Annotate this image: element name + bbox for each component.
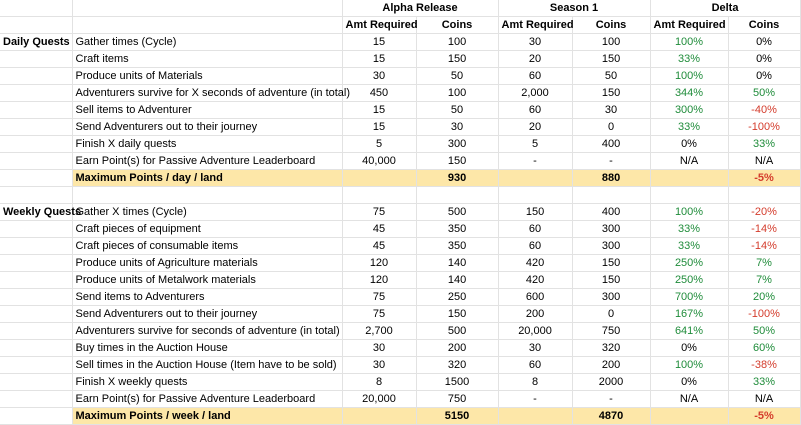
quest-name: Adventurers survive for seconds of adventure (in total): [72, 323, 342, 340]
delta-coins: -100%: [728, 119, 800, 136]
quest-name: Gather X times (Cycle): [72, 204, 342, 221]
delta-amt-required: 0%: [650, 136, 728, 153]
alpha-coins: 320: [416, 357, 498, 374]
quest-name: Gather times (Cycle): [72, 34, 342, 51]
alpha-amt-required: 15: [342, 51, 416, 68]
season-coins: -: [572, 391, 650, 408]
season-max-points: 4870: [572, 408, 650, 425]
table-row: [0, 323, 800, 340]
delta-coins: N/A: [728, 391, 800, 408]
table-row: [0, 306, 800, 323]
alpha-max-points: 5150: [416, 408, 498, 425]
season-amt-required: 60: [498, 357, 572, 374]
alpha-coins: 150: [416, 51, 498, 68]
section-title: Daily Quests: [0, 34, 72, 51]
alpha-amt-required: 20,000: [342, 391, 416, 408]
alpha-amt-required: 5: [342, 136, 416, 153]
delta-amt-required: 641%: [650, 323, 728, 340]
alpha-amt-required: 8: [342, 374, 416, 391]
season-amt-required: 30: [498, 340, 572, 357]
alpha-amt-required: 75: [342, 204, 416, 221]
table-row: [0, 238, 800, 255]
table-row: [0, 221, 800, 238]
alpha-amt-required: 15: [342, 119, 416, 136]
season-amt-required: 60: [498, 238, 572, 255]
season-amt-required: 60: [498, 68, 572, 85]
season-max-points: 880: [572, 170, 650, 187]
alpha-coins: 140: [416, 272, 498, 289]
max-points-label: Maximum Points / week / land: [72, 408, 342, 425]
season-amt-required: 20: [498, 51, 572, 68]
season-coins: 150: [572, 51, 650, 68]
alpha-coins: 500: [416, 323, 498, 340]
alpha-coins: 150: [416, 306, 498, 323]
season-coins: 300: [572, 238, 650, 255]
alpha-coins: 350: [416, 221, 498, 238]
table-row: [0, 374, 800, 391]
alpha-amt-required: 120: [342, 272, 416, 289]
alpha-coins: 50: [416, 68, 498, 85]
delta-coins: 60%: [728, 340, 800, 357]
quest-name: Send items to Adventurers: [72, 289, 342, 306]
delta-coins: 7%: [728, 255, 800, 272]
table-row: [0, 68, 800, 85]
alpha-amt-required: 15: [342, 102, 416, 119]
header-delta: Delta: [650, 0, 800, 17]
delta-coins: -14%: [728, 238, 800, 255]
quest-name: Craft pieces of consumable items: [72, 238, 342, 255]
table-row: [0, 204, 800, 221]
header-amt-required: Amt Required: [342, 17, 416, 34]
quest-name: Sell times in the Auction House (Item have to be sold): [72, 357, 342, 374]
table-row: [0, 136, 800, 153]
season-coins: 0: [572, 306, 650, 323]
season-coins: 200: [572, 357, 650, 374]
header-coins: Coins: [728, 17, 800, 34]
quest-name: Earn Point(s) for Passive Adventure Leaderboard: [72, 153, 342, 170]
season-coins: 750: [572, 323, 650, 340]
season-amt-required: 60: [498, 102, 572, 119]
quest-name: Produce units of Agriculture materials: [72, 255, 342, 272]
season-coins: 50: [572, 68, 650, 85]
table-row: [0, 391, 800, 408]
alpha-amt-required: 40,000: [342, 153, 416, 170]
delta-amt-required: 344%: [650, 85, 728, 102]
delta-amt-required: 250%: [650, 272, 728, 289]
alpha-coins: 30: [416, 119, 498, 136]
alpha-amt-required: 30: [342, 340, 416, 357]
delta-amt-required: 33%: [650, 238, 728, 255]
alpha-coins: 100: [416, 34, 498, 51]
delta-amt-required: 100%: [650, 68, 728, 85]
delta-amt-required: 700%: [650, 289, 728, 306]
delta-coins: -100%: [728, 306, 800, 323]
delta-coins: 50%: [728, 323, 800, 340]
alpha-amt-required: 120: [342, 255, 416, 272]
quest-name: Buy times in the Auction House: [72, 340, 342, 357]
delta-coins: N/A: [728, 153, 800, 170]
season-amt-required: 2,000: [498, 85, 572, 102]
season-amt-required: 600: [498, 289, 572, 306]
season-amt-required: 8: [498, 374, 572, 391]
alpha-coins: 300: [416, 136, 498, 153]
delta-coins: -14%: [728, 221, 800, 238]
header-sub-row: [0, 17, 800, 34]
table-row: [0, 119, 800, 136]
table-row: [0, 85, 800, 102]
delta-coins: 33%: [728, 136, 800, 153]
delta-coins: -20%: [728, 204, 800, 221]
season-coins: 150: [572, 85, 650, 102]
alpha-amt-required: 2,700: [342, 323, 416, 340]
header-coins: Coins: [572, 17, 650, 34]
season-coins: 0: [572, 119, 650, 136]
alpha-amt-required: 45: [342, 238, 416, 255]
alpha-coins: 200: [416, 340, 498, 357]
delta-amt-required: 167%: [650, 306, 728, 323]
alpha-amt-required: 30: [342, 357, 416, 374]
header-group-row: [0, 0, 800, 17]
alpha-amt-required: 30: [342, 68, 416, 85]
season-amt-required: 20,000: [498, 323, 572, 340]
max-points-label: Maximum Points / day / land: [72, 170, 342, 187]
table-row: [0, 255, 800, 272]
season-amt-required: 200: [498, 306, 572, 323]
header-coins: Coins: [416, 17, 498, 34]
delta-coins: 33%: [728, 374, 800, 391]
table-row: [0, 357, 800, 374]
alpha-coins: 350: [416, 238, 498, 255]
quest-name: Sell items to Adventurer: [72, 102, 342, 119]
quest-name: Craft pieces of equipment: [72, 221, 342, 238]
header-season-1: Season 1: [498, 0, 650, 17]
season-coins: -: [572, 153, 650, 170]
delta-coins: 0%: [728, 68, 800, 85]
alpha-amt-required: 75: [342, 306, 416, 323]
header-amt-required: Amt Required: [498, 17, 572, 34]
delta-amt-required: N/A: [650, 391, 728, 408]
season-amt-required: -: [498, 153, 572, 170]
delta-coins: 0%: [728, 51, 800, 68]
alpha-coins: 140: [416, 255, 498, 272]
delta-amt-required: 0%: [650, 374, 728, 391]
alpha-coins: 250: [416, 289, 498, 306]
max-points-row: [0, 408, 800, 425]
alpha-amt-required: 75: [342, 289, 416, 306]
season-coins: 300: [572, 289, 650, 306]
quest-name: Produce units of Metalwork materials: [72, 272, 342, 289]
delta-amt-required: 300%: [650, 102, 728, 119]
table-row: [0, 34, 800, 51]
delta-amt-required: 100%: [650, 204, 728, 221]
header-alpha-release: Alpha Release: [342, 0, 498, 17]
alpha-coins: 50: [416, 102, 498, 119]
alpha-coins: 1500: [416, 374, 498, 391]
table-row: [0, 153, 800, 170]
season-amt-required: -: [498, 391, 572, 408]
spacer-row: [0, 187, 800, 204]
season-amt-required: 150: [498, 204, 572, 221]
alpha-coins: 100: [416, 85, 498, 102]
alpha-amt-required: 45: [342, 221, 416, 238]
table-row: [0, 51, 800, 68]
delta-amt-required: 0%: [650, 340, 728, 357]
delta-amt-required: 33%: [650, 119, 728, 136]
season-coins: 400: [572, 204, 650, 221]
delta-amt-required: 33%: [650, 221, 728, 238]
quest-name: Earn Point(s) for Passive Adventure Leaderboard: [72, 391, 342, 408]
table-row: [0, 272, 800, 289]
season-coins: 2000: [572, 374, 650, 391]
alpha-coins: 750: [416, 391, 498, 408]
delta-amt-required: 33%: [650, 51, 728, 68]
delta-coins: 7%: [728, 272, 800, 289]
alpha-coins: 150: [416, 153, 498, 170]
delta-amt-required: 100%: [650, 357, 728, 374]
delta-max-points: -5%: [728, 170, 800, 187]
table-row: [0, 340, 800, 357]
quest-name: Finish X weekly quests: [72, 374, 342, 391]
season-amt-required: 20: [498, 119, 572, 136]
quest-name: Send Adventurers out to their journey: [72, 119, 342, 136]
season-coins: 320: [572, 340, 650, 357]
delta-coins: 0%: [728, 34, 800, 51]
table-row: [0, 102, 800, 119]
delta-amt-required: 100%: [650, 34, 728, 51]
quest-name: Produce units of Materials: [72, 68, 342, 85]
delta-coins: -40%: [728, 102, 800, 119]
delta-amt-required: 250%: [650, 255, 728, 272]
season-amt-required: 60: [498, 221, 572, 238]
quest-name: Craft items: [72, 51, 342, 68]
delta-max-points: -5%: [728, 408, 800, 425]
season-amt-required: 30: [498, 34, 572, 51]
header-amt-required: Amt Required: [650, 17, 728, 34]
season-coins: 100: [572, 34, 650, 51]
season-amt-required: 420: [498, 255, 572, 272]
delta-coins: 20%: [728, 289, 800, 306]
season-coins: 400: [572, 136, 650, 153]
alpha-amt-required: 450: [342, 85, 416, 102]
delta-coins: 50%: [728, 85, 800, 102]
season-coins: 30: [572, 102, 650, 119]
season-coins: 150: [572, 255, 650, 272]
season-amt-required: 5: [498, 136, 572, 153]
alpha-max-points: 930: [416, 170, 498, 187]
quest-name: Adventurers survive for X seconds of adventure (in total): [72, 85, 342, 102]
section-title: Weekly Quests: [0, 204, 72, 221]
season-coins: 150: [572, 272, 650, 289]
season-coins: 300: [572, 221, 650, 238]
alpha-coins: 500: [416, 204, 498, 221]
alpha-amt-required: 15: [342, 34, 416, 51]
max-points-row: [0, 170, 800, 187]
delta-coins: -38%: [728, 357, 800, 374]
delta-amt-required: N/A: [650, 153, 728, 170]
quest-name: Finish X daily quests: [72, 136, 342, 153]
season-amt-required: 420: [498, 272, 572, 289]
quest-name: Send Adventurers out to their journey: [72, 306, 342, 323]
table-row: [0, 289, 800, 306]
